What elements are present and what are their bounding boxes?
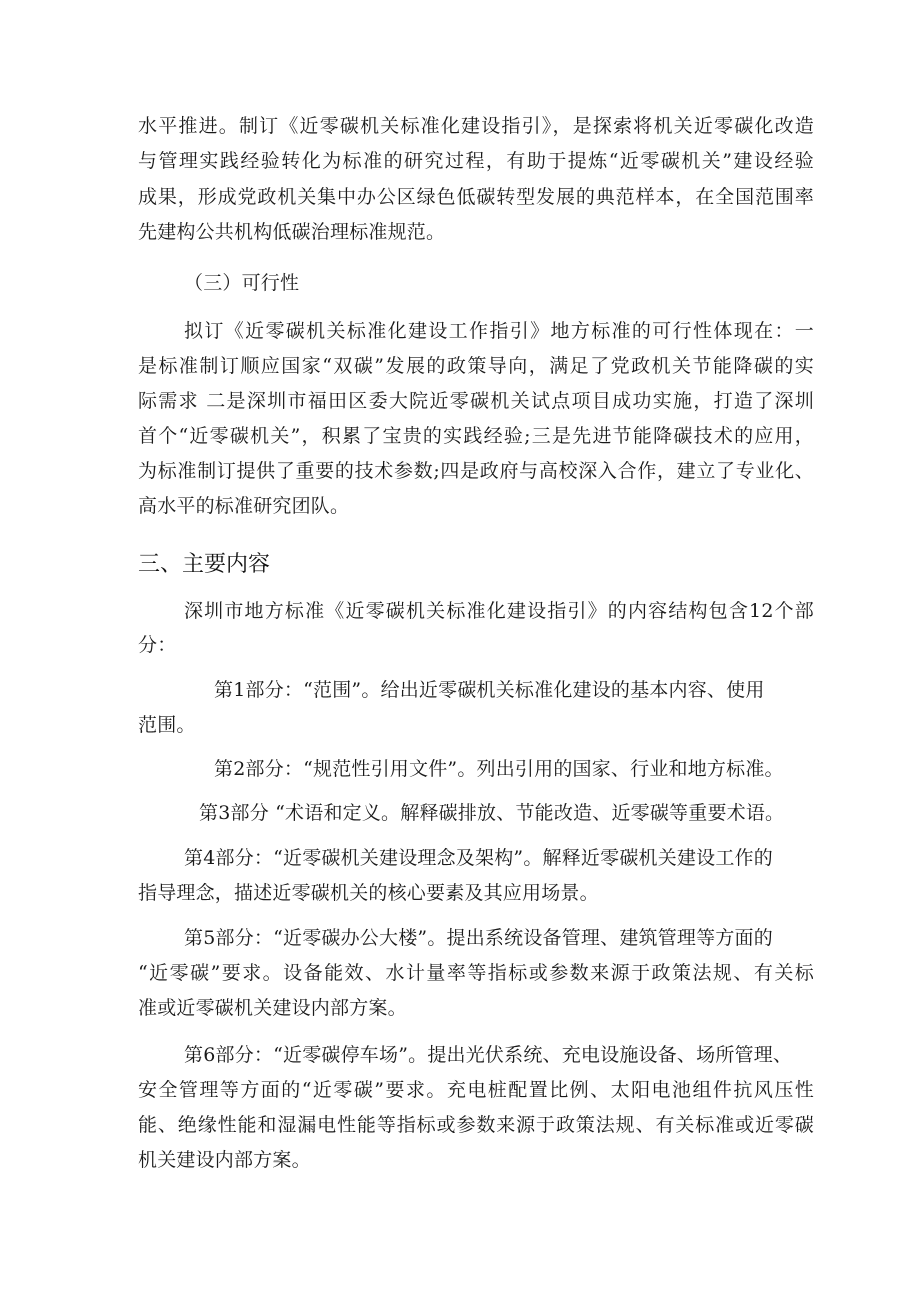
text-line: 机关建设内部方案。 <box>138 1149 311 1171</box>
text-line: 能、绝缘性能和湿漏电性能等指标或参数来源于政策法规、有关标准或近零碳 <box>138 1114 814 1136</box>
text-line: “近零碳”要求。设备能效、水计量率等指标或参数来源于政策法规、有关标 <box>138 962 814 984</box>
text-line: 第1部分：“范围”。给出近零碳机关标准化建设的基本内容、使用 <box>214 679 765 701</box>
subheading-feasibility: （三）可行性 <box>184 272 300 294</box>
text-line: 是标准制订顺应国家“双碳”发展的政策导向，满足了党政机关节能降碳的实 <box>138 355 814 377</box>
text-line: 成果，形成党政机关集中办公区绿色低碳转型发展的典范样本，在全国范围率 <box>138 186 814 208</box>
text-line: 为标准制订提供了重要的技术参数;四是政府与高校深入合作，建立了专业化、 <box>138 460 814 482</box>
text-line: 水平推进。制订《近零碳机关标准化建设指引》，是探索将机关近零碳化改造 <box>138 115 814 137</box>
text-line: 安全管理等方面的“近零碳”要求。充电桩配置比例、太阳电池组件抗风压性 <box>138 1079 814 1101</box>
text-line: 第6部分：“近零碳停车场”。提出光伏系统、充电设施设备、场所管理、 <box>184 1044 793 1066</box>
text-line: 第2部分：“规范性引用文件”。列出引用的国家、行业和地方标准。 <box>214 758 784 780</box>
text-line: 第3部分 “术语和定义。解释碳排放、节能改造、近零碳等重要术语。 <box>199 802 785 824</box>
text-line: 准或近零碳机关建设内部方案。 <box>138 997 407 1019</box>
section-heading: 三、主要内容 <box>138 552 271 577</box>
text-line: 深圳市地方标准《近零碳机关标准化建设指引》的内容结构包含12个部 <box>184 600 814 622</box>
text-line: 指导理念，描述近零碳机关的核心要素及其应用场景。 <box>138 882 599 904</box>
text-line: 第4部分：“近零碳机关建设理念及架构”。解释近零碳机关建设工作的 <box>184 847 773 869</box>
text-line: 际需求 二是深圳市福田区委大院近零碳机关试点项目成功实施，打造了深圳 <box>138 390 814 412</box>
text-line: 与管理实践经验转化为标准的研究过程，有助于提炼“近零碳机关”建设经验 <box>138 150 814 172</box>
text-line: 先建构公共机构低碳治理标准规范。 <box>138 221 446 243</box>
text-line: 高水平的标准研究团队。 <box>138 495 350 517</box>
text-line: 第5部分：“近零碳办公大楼”。提出系统设备管理、建筑管理等方面的 <box>184 927 773 949</box>
text-line: 分： <box>138 634 177 656</box>
text-line: 范围。 <box>138 714 196 736</box>
text-line: 首个“近零碳机关”，积累了宝贵的实践经验;三是先进节能降碳技术的应用， <box>138 425 814 447</box>
text-line: 拟订《近零碳机关标准化建设工作指引》地方标准的可行性体现在：一 <box>184 320 814 342</box>
